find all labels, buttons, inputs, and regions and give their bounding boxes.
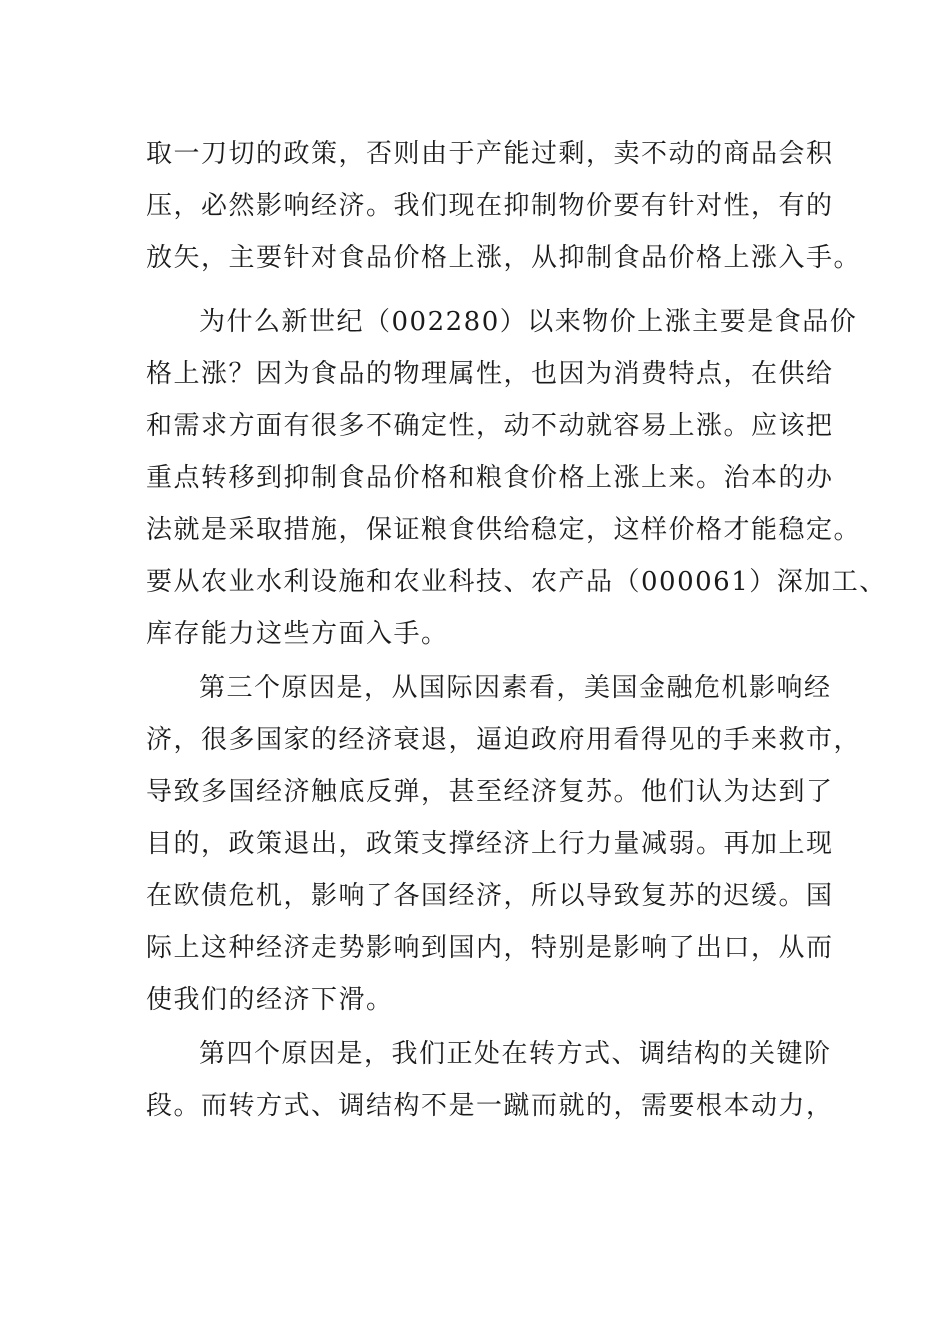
text-line: 使我们的经济下滑。 (146, 985, 394, 1015)
paragraph-1 (146, 128, 862, 284)
text-line: 目的，政策退出，政策支撑经济上行力量减弱。再加上现 (146, 829, 834, 859)
text-line: 际上这种经济走势影响到国内，特别是影响了出口，从而 (146, 933, 834, 963)
text-line: 第三个原因是，从国际因素看，美国金融危机影响经 (199, 673, 832, 703)
text-line: 取一刀切的政策，否则由于产能过剩，卖不动的商品会积 (146, 139, 834, 169)
text-line: 第四个原因是，我们正处在转方式、调结构的关键阶 (199, 1039, 832, 1069)
text-line: 和需求方面有很多不确定性，动不动就容易上涨。应该把 (146, 411, 834, 441)
paragraph-4 (146, 1028, 834, 1132)
text-line: 导致多国经济触底反弹，甚至经济复苏。他们认为达到了 (146, 777, 834, 807)
text-line: 库存能力这些方面入手。 (146, 619, 449, 649)
text-line: 要从农业水利设施和农业科技、农产品（000061）深加工、 (146, 567, 887, 597)
text-line: 段。而转方式、调结构不是一蹴而就的，需要根本动力， (146, 1091, 834, 1121)
paragraph-2 (146, 296, 887, 660)
text-line: 放矢，主要针对食品价格上涨，从抑制食品价格上涨入手。 (146, 243, 862, 273)
text-line: 重点转移到抑制食品价格和粮食价格上涨上来。治本的办 (146, 463, 834, 493)
paragraph-3 (146, 662, 862, 1026)
text-line: 法就是采取措施，保证粮食供给稳定，这样价格才能稳定。 (146, 515, 862, 545)
text-line: 为什么新世纪（002280）以来物价上涨主要是食品价 (199, 307, 858, 337)
text-line: 压，必然影响经济。我们现在抑制物价要有针对性，有的 (146, 191, 834, 221)
text-line: 格上涨？因为食品的物理属性，也因为消费特点，在供给 (146, 359, 834, 389)
text-line: 济，很多国家的经济衰退，逼迫政府用看得见的手来救市， (146, 725, 862, 755)
text-line: 在欧债危机，影响了各国经济，所以导致复苏的迟缓。国 (146, 881, 834, 911)
